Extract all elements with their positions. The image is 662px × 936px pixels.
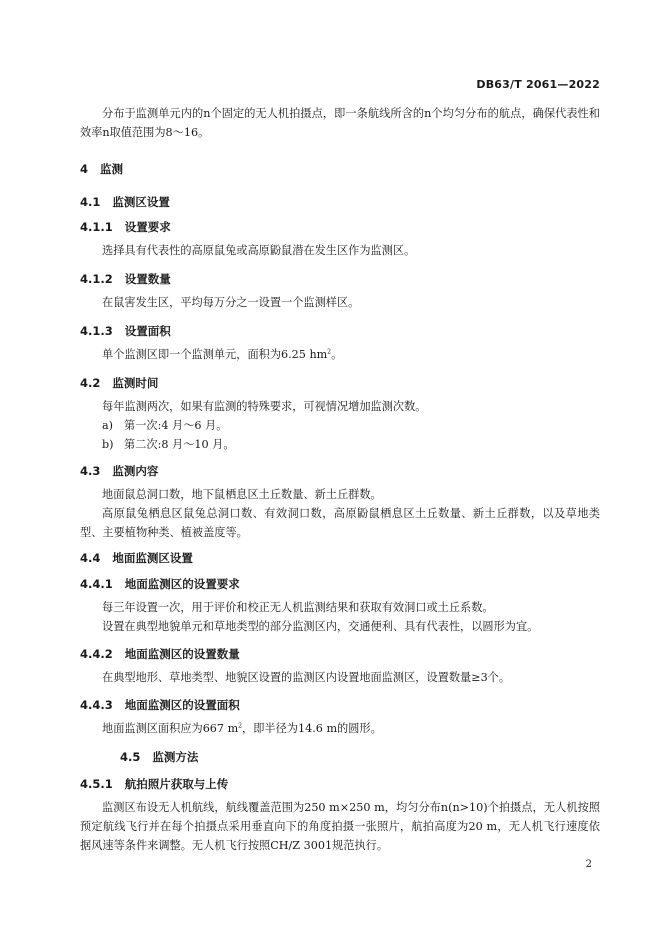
section-body: 选择具有代表性的高原鼠兔或高原鼢鼠潜在发生区作为监测区。 <box>102 244 416 257</box>
section-body: 监测区布设无人机航线，航线覆盖范围为250 m×250 m，均匀分布n(n>10)个拍摄点，无人机按照预定航线飞行并在每个拍摄点采用垂直向下的角度拍摄一张照片，航拍高度为20 m，无人机飞行速度依据风速等条件来调整。无人机飞行按照CH/Z 3001规范执行。 <box>80 801 600 852</box>
section-title: 地面监测区设置 <box>112 551 193 565</box>
unit-superscript: 2 <box>327 348 332 356</box>
section-number: 4.4 <box>80 551 101 565</box>
section-number: 4.1.2 <box>80 272 113 286</box>
section-4-4-2 <box>80 646 600 687</box>
area-text-end: ，即半径为14.6 m的圆形。 <box>242 722 382 735</box>
section-body: 每三年设置一次，用于评价和校正无人机监测结果和获取有效洞口或土丘系数。 <box>102 601 494 614</box>
list-text: 第二次:8 月～10 月。 <box>124 438 235 451</box>
section-4-1-heading <box>80 194 600 210</box>
area-text: 地面监测区面积应为667 m <box>102 722 239 735</box>
section-body: 每年监测两次，如果有监测的特殊要求，可视情况增加监测次数。 <box>102 400 427 413</box>
section-body: 高原鼠兔栖息区鼠兔总洞口数、有效洞口数，高原鼢鼠栖息区土丘数量、新土丘群数，以及草地类型、主要植物种类、植被盖度等。 <box>80 507 600 539</box>
section-body <box>80 345 600 364</box>
section-body: 在鼠害发生区，平均每万分之一设置一个监测样区。 <box>102 296 360 309</box>
section-body: 地面鼠总洞口数，地下鼠栖息区土丘数量、新土丘群数。 <box>102 488 382 501</box>
section-4-4-heading <box>80 550 600 566</box>
section-number: 4.1.3 <box>80 324 113 338</box>
section-number: 4.1.1 <box>80 220 113 234</box>
area-text: 单个监测区即一个监测单元，面积为6.25 hm <box>102 348 328 361</box>
list-marker: a) <box>102 419 114 432</box>
section-number: 4.5 <box>120 750 141 764</box>
section-4-5-1 <box>80 776 600 855</box>
list-item <box>80 416 600 435</box>
section-title: 设置数量 <box>124 272 171 286</box>
section-4-4-1 <box>80 576 600 636</box>
section-title: 地面监测区的设置数量 <box>124 647 240 661</box>
list-item <box>80 435 600 454</box>
section-title: 设置面积 <box>124 324 171 338</box>
section-number: 4.1 <box>80 195 101 209</box>
section-4-heading <box>80 161 600 177</box>
section-title: 监测内容 <box>112 464 159 478</box>
list-marker: b) <box>102 438 114 451</box>
page-number: 2 <box>585 859 592 870</box>
intro-text: 分布于监测单元内的n个固定的无人机拍摄点，即一条航线所含的n个均匀分布的航点，确保代表性和效率n取值范围为8～16。 <box>80 107 600 139</box>
document-code: DB63/T 2061—2022 <box>476 78 600 91</box>
section-number: 4 <box>80 162 89 176</box>
section-4-1-3 <box>80 323 600 364</box>
section-title: 地面监测区的设置面积 <box>124 698 240 712</box>
section-title: 监测方法 <box>152 750 199 764</box>
section-number: 4.4.1 <box>80 577 113 591</box>
section-4-3 <box>80 463 600 542</box>
section-title: 地面监测区的设置要求 <box>124 577 240 591</box>
section-number: 4.5.1 <box>80 777 113 791</box>
section-body: 在典型地形、草地类型、地貌区设置的监测区内设置地面监测区，设置数量≥3个。 <box>102 671 511 684</box>
section-title: 航拍照片获取与上传 <box>124 777 229 791</box>
unit-superscript: 2 <box>238 722 243 730</box>
section-4-5-heading <box>120 749 600 765</box>
section-4-1-1 <box>80 219 600 260</box>
section-number: 4.2 <box>80 376 101 390</box>
section-body: 设置在典型地貌单元和草地类型的部分监测区内，交通便利、具有代表性，以圆形为宜。 <box>102 620 539 633</box>
section-number: 4.4.2 <box>80 647 113 661</box>
section-number: 4.3 <box>80 464 101 478</box>
section-4-1-2 <box>80 271 600 312</box>
section-title: 监测 <box>100 162 124 176</box>
section-title: 设置要求 <box>124 220 171 234</box>
section-4-2 <box>80 375 600 454</box>
list-text: 第一次:4 月～6 月。 <box>124 419 228 432</box>
area-text-end: 。 <box>331 348 343 361</box>
section-number: 4.4.3 <box>80 698 113 712</box>
section-4-4-3 <box>80 697 600 738</box>
section-title: 监测区设置 <box>112 195 170 209</box>
section-title: 监测时间 <box>112 376 159 390</box>
intro-paragraph <box>80 104 600 142</box>
section-body <box>80 719 600 738</box>
